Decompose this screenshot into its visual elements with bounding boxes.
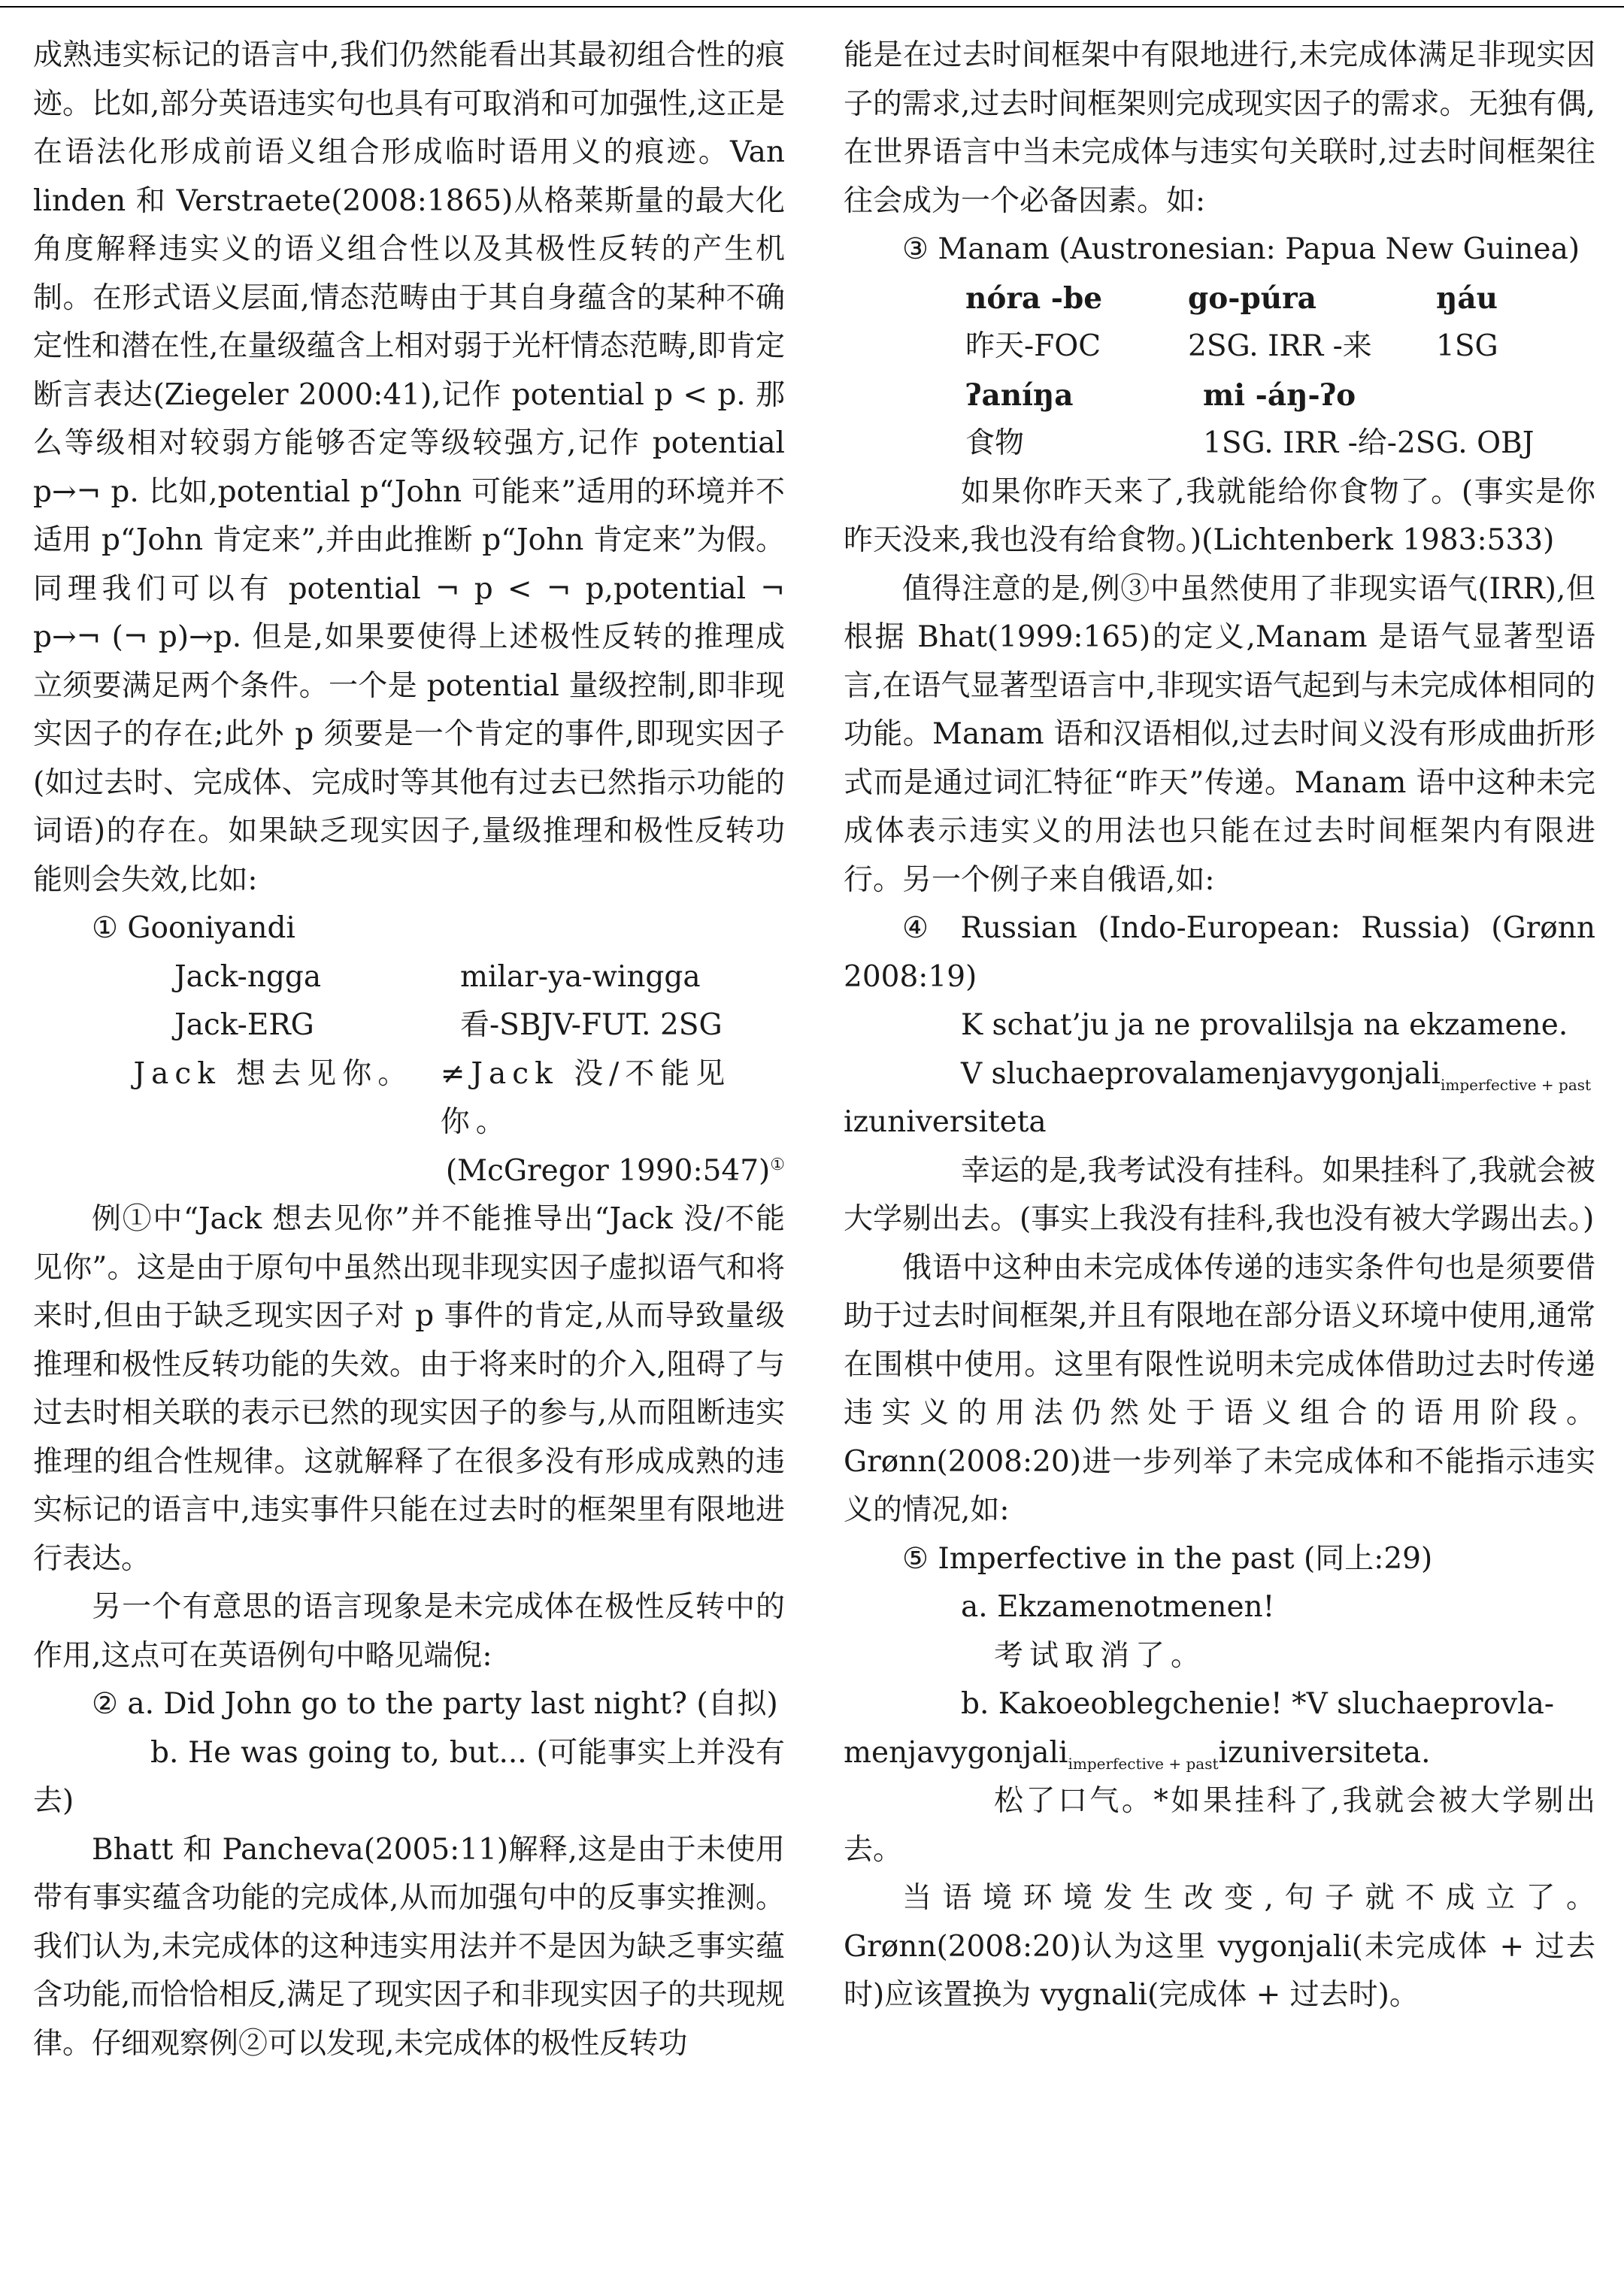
gloss-cell: 看-SBJV-FUT. 2SG <box>460 1008 723 1042</box>
example-5a: a. Ekzamenotmenen! <box>961 1590 1275 1624</box>
example-4-header: ④ Russian (Indo-European: Russia) (Grønn 2008:19) <box>844 911 1595 994</box>
gloss-cell: mi -áŋ-ʔo <box>1203 377 1356 413</box>
example-4-line-2: V sluchaeprovalamenjavygonjali$_{imperfective + past}$ <box>961 1056 1592 1094</box>
example-5b-line-1: b. Kakoeoblegchenie! *V sluchaeprovla- <box>961 1687 1555 1721</box>
example-1-source: (McGregor 1990:547)① <box>445 1153 785 1188</box>
paragraph-3: 另一个有意思的语言现象是未完成体在极性反转中的作用,这点可在英语例句中略见端倪: <box>33 1590 785 1673</box>
gloss-cell: 食物 <box>965 426 1025 460</box>
gloss-subscript: imperfective + past <box>1068 1754 1219 1773</box>
paragraph-8: 当语境环境发生改变,句子就不成立了。Grønn(2008:20)认为这里 vygonjali(未完成体 + 过去时)应该置换为 vygnali(完成体 + 过去时)。 <box>844 1881 1595 2012</box>
gloss-cell: ŋáu <box>1436 280 1498 316</box>
gloss-cell: Jack-ngga <box>174 959 322 994</box>
left-column <box>33 32 785 2068</box>
example-3-row-1 <box>844 274 1595 323</box>
example-4-line-1: K schat’ju ja ne provalilsja na ekzamene. <box>961 1008 1568 1042</box>
example-4-translation: 幸运的是,我考试没有挂科。如果挂科了,我就会被大学剔出去。(事实上我没有挂科,我也没有被大学踢出去。) <box>844 1153 1595 1236</box>
gloss-cell: 1SG <box>1436 329 1498 363</box>
gloss-cell: 昨天-FOC <box>965 329 1101 363</box>
gloss-cell: ≠Jack 没/不能见你。 <box>440 1056 732 1139</box>
gloss-subscript: imperfective + past <box>1441 1075 1592 1094</box>
gloss-cell: go-púra <box>1188 280 1316 316</box>
example-1-header: ① Gooniyandi <box>92 911 295 945</box>
example-3-translation: 如果你昨天来了,我就能给你食物了。(事实是你昨天没来,我也没有给食物。)(Lichtenberk 1983:533) <box>844 474 1595 557</box>
gloss-cell: ʔaníŋa <box>965 377 1074 413</box>
example-1-row-3 <box>33 1050 785 1147</box>
header-rule <box>0 6 1624 8</box>
example-1-row-2 <box>33 1001 785 1050</box>
paragraph-6: 值得注意的是,例③中虽然使用了非现实语气(IRR),但根据 Bhat(1999:165)的定义,Manam 是语气显著型语言,在语气显著型语言中,非现实语气起到与未完成体相同的功能。Manam 语和汉语相似,过去时间义没有形成曲折形式而是通过词汇特征“昨天”传递。Manam 语中这种未完成体表示违实义的用法也只能在过去时间框架内有限进行。另一个例子来自俄语,如: <box>844 571 1595 897</box>
gloss-cell: Jack-ERG <box>174 1008 314 1042</box>
paragraph-4: Bhatt 和 Pancheva(2005:11)解释,这是由于未使用带有事实蕴含功能的完成体,从而加强句中的反事实推测。我们认为,未完成体的这种违实用法并不是因为缺乏事实蕴含功能,而恰恰相反,满足了现实因子和非现实因子的共现规律。仔细观察例②可以发现,未完成体的极性反转功 <box>33 1832 785 2061</box>
gloss-cell: milar-ya-wingga <box>460 959 701 994</box>
example-3-header: ③ Manam (Austronesian: Papua New Guinea) <box>902 232 1580 266</box>
gloss-cell: nóra -be <box>965 280 1103 316</box>
example-5-header: ⑤ Imperfective in the past (同上:29) <box>902 1541 1433 1576</box>
example-3-row-2 <box>844 323 1595 371</box>
right-column <box>844 32 1595 2020</box>
example-3-row-4 <box>844 420 1595 468</box>
paragraph-2: 例①中“Jack 想去见你”并不能推导出“Jack 没/不能见你”。这是由于原句中虽然出现非现实因子虚拟语气和将来时,但由于缺乏现实因子对 p 事件的肯定,从而导致量级推理和极性反转功能的失效。由于将来时的介入,阻碍了与过去时相关联的表示已然的现实因子的参与,从而阻断违实推理的组合性规律。这就解释了在很多没有形成成熟的违实标记的语言中,违实事件只能在过去时的框架里有限地进行表达。 <box>33 1202 785 1576</box>
paragraph-7: 俄语中这种由未完成体传递的违实条件句也是须要借助于过去时间框架,并且有限地在部分语义环境中使用,通常在围棋中使用。这里有限性说明未完成体借助过去时传递违实义的用法仍然处于语义组合的语用阶段。Grønn(2008:20)进一步列举了未完成体和不能指示违实义的情况,如: <box>844 1250 1595 1527</box>
example-1-row-1 <box>33 953 785 1002</box>
example-5a-translation: 考试取消了。 <box>994 1638 1207 1673</box>
paragraph-1: 成熟违实标记的语言中,我们仍然能看出其最初组合性的痕迹。比如,部分英语违实句也具有可取消和可加强性,这正是在语法化形成前语义组合形成临时语用义的痕迹。Van linden 和 Verstraete(2008:1865)从格莱斯量的最大化角度解释违实义的语义组合性以及其极性反转的产生机制。在形式语义层面,情态范畴由于其自身蕴含的某种不确定性和潜在性,在量级蕴含上相对弱于光杆情态范畴,即肯定断言表达(Ziegeler 2000:41),记作 potential p < p. 那么等级相对较弱方能够否定等级较强方,记作 potential p→¬ p. 比如,potential p“John 可能来”适用的环境并不适用 p“John 肯定来”,并由此推断 p“John 肯定来”为假。同理我们可以有 potential ¬ p < ¬ p,potential ¬ p→¬ (¬ p)→p. 但是,如果要使得上述极性反转的推理成立须要满足两个条件。一个是 potential 量级控制,即非现实因子的存在;此外 p 须要是一个肯定的事件,即现实因子(如过去时、完成体、完成时等其他有过去已然指示功能的词语)的存在。如果缺乏现实因子,量级推理和极性反转功能则会失效,比如: <box>33 38 785 897</box>
example-2b: b. He was going to, but... (可能事实上并没有去) <box>33 1735 785 1818</box>
example-3-row-3 <box>844 371 1595 420</box>
example-5b-translation: 松了口气。*如果挂科了,我就会被大学剔出去。 <box>844 1784 1595 1867</box>
gloss-cell: 1SG. IRR -给-2SG. OBJ <box>1203 426 1535 460</box>
example-4-line-3: izuniversiteta <box>844 1105 1047 1139</box>
example-5b-line-2: menjavygonjali$_{imperfective + past}$izuniversiteta. <box>844 1735 1431 1773</box>
example-2a: ② a. Did John go to the party last night? (自拟) <box>92 1687 778 1721</box>
gloss-cell: 2SG. IRR -来 <box>1188 329 1372 363</box>
gloss-cell: Jack 想去见你。 <box>133 1056 414 1091</box>
paragraph-5: 能是在过去时间框架中有限地进行,未完成体满足非现实因子的需求,过去时间框架则完成现实因子的需求。无独有偶,在世界语言中当未完成体与违实句关联时,过去时间框架往往会成为一个必备因素。如: <box>844 38 1595 218</box>
footnote-marker: ① <box>770 1155 785 1174</box>
